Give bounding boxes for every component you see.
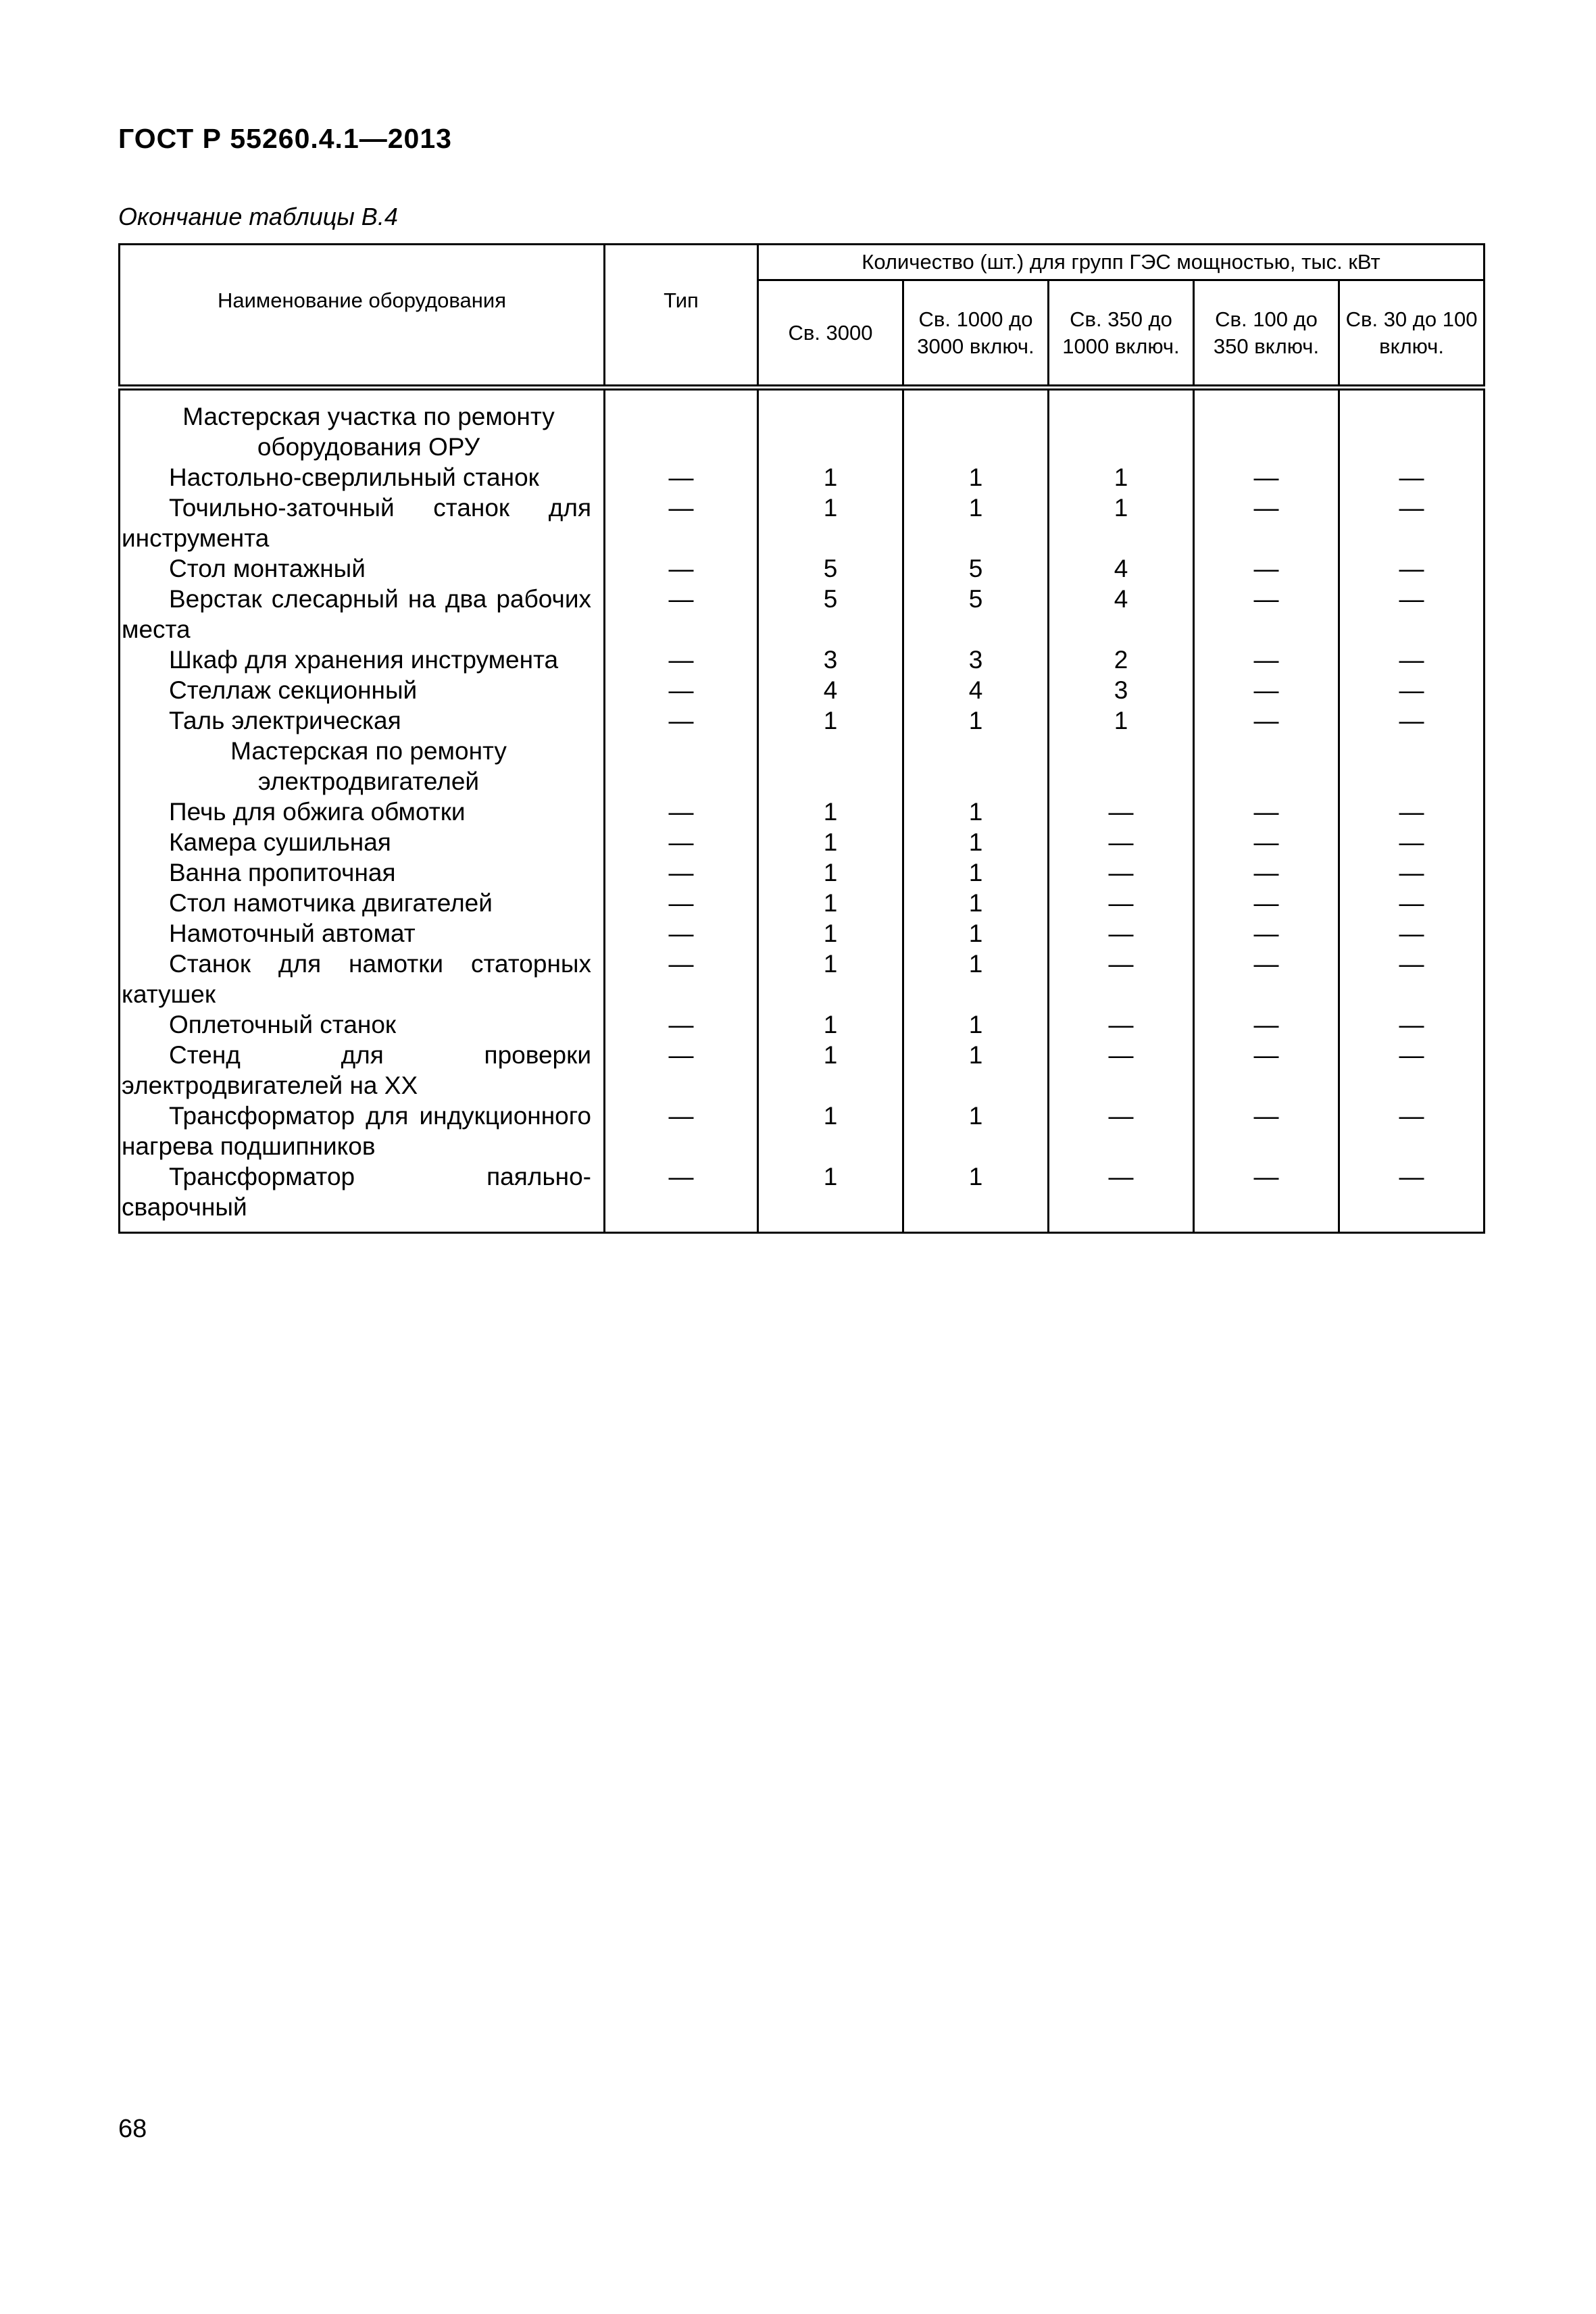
quantity-cell-group-5: — [1339, 584, 1485, 645]
column-header-group-1: Св. 3000 [758, 280, 903, 388]
equipment-name-cell [120, 1101, 605, 1161]
type-cell: — [605, 1040, 758, 1101]
equipment-name-text: Верстак слесарный на два рабочих места [122, 585, 591, 643]
quantity-cell-group-1: 4 [758, 675, 903, 705]
quantity-cell-group-4: — [1194, 1040, 1339, 1101]
quantity-cell-group-1: 1 [758, 705, 903, 736]
equipment-name-cell [120, 1040, 605, 1101]
quantity-cell-group-3: — [1049, 857, 1194, 888]
column-header-name: Наименование оборудования [120, 245, 605, 388]
column-header-group-2: Св. 1000 до 3000 включ. [903, 280, 1049, 388]
quantity-cell-group-5: — [1339, 705, 1485, 736]
type-cell: — [605, 705, 758, 736]
table-row [120, 888, 1485, 918]
type-cell: — [605, 675, 758, 705]
equipment-name-cell [120, 705, 605, 736]
quantity-cell-group-2: 4 [903, 675, 1049, 705]
type-cell: — [605, 462, 758, 493]
equipment-name-text: Трансформатор паяльно-сварочный [122, 1163, 591, 1221]
table-row [120, 1161, 1485, 1233]
quantity-cell-group-5: — [1339, 553, 1485, 584]
quantity-cell-group-1 [758, 736, 903, 797]
quantity-cell-group-4: — [1194, 584, 1339, 645]
quantity-cell-group-3 [1049, 736, 1194, 797]
quantity-cell-group-5: — [1339, 675, 1485, 705]
quantity-cell-group-3 [1049, 388, 1194, 463]
quantity-cell-group-1: 1 [758, 888, 903, 918]
equipment-name-text: Стол монтажный [169, 555, 366, 582]
quantity-cell-group-3: — [1049, 1040, 1194, 1101]
column-header-group-3: Св. 350 до 1000 включ. [1049, 280, 1194, 388]
type-cell: — [605, 645, 758, 675]
equipment-name-text: Ванна пропиточная [169, 859, 396, 886]
type-cell: — [605, 918, 758, 949]
quantity-cell-group-1 [758, 388, 903, 463]
quantity-cell-group-5: — [1339, 1161, 1485, 1233]
quantity-cell-group-4: — [1194, 553, 1339, 584]
quantity-cell-group-3: — [1049, 918, 1194, 949]
table-row [120, 827, 1485, 857]
table-row [120, 1040, 1485, 1101]
equipment-name-text: Настольно-сверлильный станок [169, 463, 539, 491]
equipment-name-cell [120, 493, 605, 553]
table-body [120, 388, 1485, 1233]
section-title-cell: Мастерская по ремонту электродвигателей [120, 736, 605, 797]
table-row [120, 1009, 1485, 1040]
type-cell: — [605, 797, 758, 827]
quantity-cell-group-4: — [1194, 797, 1339, 827]
quantity-cell-group-1: 1 [758, 462, 903, 493]
quantity-cell-group-5 [1339, 388, 1485, 463]
table-row [120, 705, 1485, 736]
quantity-cell-group-4: — [1194, 1161, 1339, 1233]
quantity-cell-group-1: 5 [758, 584, 903, 645]
equipment-name-cell [120, 553, 605, 584]
equipment-name-cell [120, 857, 605, 888]
table-row [120, 1101, 1485, 1161]
equipment-table [118, 243, 1485, 1234]
quantity-cell-group-4: — [1194, 705, 1339, 736]
quantity-cell-group-2: 1 [903, 1161, 1049, 1233]
quantity-cell-group-4: — [1194, 645, 1339, 675]
quantity-cell-group-2: 1 [903, 827, 1049, 857]
equipment-name-cell [120, 675, 605, 705]
equipment-name-cell [120, 797, 605, 827]
quantity-cell-group-5: — [1339, 797, 1485, 827]
quantity-cell-group-3: 3 [1049, 675, 1194, 705]
quantity-cell-group-2: 1 [903, 857, 1049, 888]
quantity-cell-group-4: — [1194, 462, 1339, 493]
quantity-cell-group-5: — [1339, 827, 1485, 857]
table-row [120, 675, 1485, 705]
quantity-cell-group-1: 1 [758, 827, 903, 857]
type-cell [605, 736, 758, 797]
page-number: 68 [118, 2115, 147, 2143]
table-caption: Окончание таблицы В.4 [118, 203, 398, 230]
column-header-group-4: Св. 100 до 350 включ. [1194, 280, 1339, 388]
quantity-cell-group-1: 1 [758, 1161, 903, 1233]
quantity-cell-group-3: 4 [1049, 584, 1194, 645]
document-title: ГОСТ Р 55260.4.1—2013 [118, 123, 452, 154]
type-cell: — [605, 857, 758, 888]
equipment-name-text: Намоточный автомат [169, 920, 416, 947]
equipment-name-cell [120, 827, 605, 857]
quantity-cell-group-2 [903, 388, 1049, 463]
table-row [120, 553, 1485, 584]
quantity-cell-group-3: — [1049, 1009, 1194, 1040]
quantity-cell-group-1: 1 [758, 1009, 903, 1040]
table-row [120, 645, 1485, 675]
equipment-name-text: Станок для намотки статорных катушек [122, 950, 591, 1008]
column-header-type: Тип [605, 245, 758, 388]
equipment-name-text: Камера сушильная [169, 828, 391, 856]
quantity-cell-group-3: — [1049, 1161, 1194, 1233]
equipment-name-cell [120, 1161, 605, 1233]
equipment-name-text: Точильно-заточный станок для инструмента [122, 494, 591, 552]
equipment-name-text: Печь для обжига обмотки [169, 798, 466, 826]
quantity-cell-group-3: — [1049, 797, 1194, 827]
equipment-name-text: Таль электрическая [169, 707, 401, 734]
type-cell: — [605, 1161, 758, 1233]
quantity-cell-group-1: 1 [758, 918, 903, 949]
table-row [120, 493, 1485, 553]
quantity-cell-group-2: 1 [903, 888, 1049, 918]
table-row [120, 949, 1485, 1009]
quantity-cell-group-3: 1 [1049, 493, 1194, 553]
equipment-name-cell [120, 645, 605, 675]
quantity-cell-group-2: 1 [903, 918, 1049, 949]
quantity-cell-group-4: — [1194, 493, 1339, 553]
quantity-cell-group-4: — [1194, 827, 1339, 857]
table-row [120, 584, 1485, 645]
table-row [120, 462, 1485, 493]
equipment-name-cell [120, 949, 605, 1009]
quantity-cell-group-3: 4 [1049, 553, 1194, 584]
quantity-cell-group-2: 5 [903, 584, 1049, 645]
quantity-cell-group-4 [1194, 736, 1339, 797]
type-cell: — [605, 553, 758, 584]
section-row [120, 736, 1485, 797]
type-cell: — [605, 1101, 758, 1161]
quantity-cell-group-2: 1 [903, 949, 1049, 1009]
quantity-cell-group-5: — [1339, 493, 1485, 553]
type-cell: — [605, 1009, 758, 1040]
section-title-cell: Мастерская участка по ремонту оборудования ОРУ [120, 388, 605, 463]
quantity-cell-group-1: 1 [758, 857, 903, 888]
equipment-name-text: Оплеточный станок [169, 1011, 397, 1038]
quantity-cell-group-4: — [1194, 675, 1339, 705]
equipment-name-cell [120, 462, 605, 493]
quantity-cell-group-4: — [1194, 1101, 1339, 1161]
quantity-cell-group-2: 1 [903, 797, 1049, 827]
quantity-cell-group-3: — [1049, 949, 1194, 1009]
quantity-cell-group-1: 1 [758, 1101, 903, 1161]
quantity-cell-group-2: 1 [903, 462, 1049, 493]
quantity-cell-group-3: 1 [1049, 705, 1194, 736]
quantity-cell-group-5: — [1339, 918, 1485, 949]
quantity-cell-group-3: — [1049, 1101, 1194, 1161]
quantity-cell-group-5: — [1339, 888, 1485, 918]
quantity-cell-group-5: — [1339, 645, 1485, 675]
quantity-cell-group-3: — [1049, 888, 1194, 918]
quantity-cell-group-4: — [1194, 949, 1339, 1009]
quantity-cell-group-1: 1 [758, 949, 903, 1009]
column-header-group-5: Св. 30 до 100 включ. [1339, 280, 1485, 388]
quantity-cell-group-2: 1 [903, 1009, 1049, 1040]
section-row [120, 388, 1485, 463]
type-cell: — [605, 949, 758, 1009]
table-row [120, 797, 1485, 827]
equipment-name-text: Трансформатор для индукционного нагрева подшипников [122, 1102, 591, 1160]
quantity-cell-group-2 [903, 736, 1049, 797]
quantity-cell-group-4: — [1194, 1009, 1339, 1040]
quantity-cell-group-5 [1339, 736, 1485, 797]
quantity-cell-group-3: — [1049, 827, 1194, 857]
quantity-cell-group-2: 1 [903, 1040, 1049, 1101]
table-row [120, 857, 1485, 888]
type-cell: — [605, 493, 758, 553]
equipment-name-text: Стенд для проверки электродвигателей на XX [122, 1041, 591, 1099]
equipment-name-cell [120, 888, 605, 918]
quantity-cell-group-5: — [1339, 1009, 1485, 1040]
quantity-cell-group-2: 5 [903, 553, 1049, 584]
type-cell: — [605, 827, 758, 857]
quantity-cell-group-2: 1 [903, 493, 1049, 553]
quantity-cell-group-1: 5 [758, 553, 903, 584]
quantity-cell-group-1: 1 [758, 493, 903, 553]
quantity-cell-group-5: — [1339, 949, 1485, 1009]
quantity-cell-group-4: — [1194, 888, 1339, 918]
quantity-cell-group-5: — [1339, 462, 1485, 493]
equipment-name-text: Шкаф для хранения инструмента [169, 646, 559, 674]
quantity-cell-group-4 [1194, 388, 1339, 463]
quantity-cell-group-3: 1 [1049, 462, 1194, 493]
equipment-name-text: Стеллаж секционный [169, 676, 418, 704]
quantity-cell-group-2: 3 [903, 645, 1049, 675]
type-cell [605, 388, 758, 463]
column-group-header: Количество (шт.) для групп ГЭС мощностью, тыс. кВт [758, 245, 1485, 280]
equipment-name-cell [120, 1009, 605, 1040]
type-cell: — [605, 888, 758, 918]
quantity-cell-group-5: — [1339, 857, 1485, 888]
quantity-cell-group-3: 2 [1049, 645, 1194, 675]
quantity-cell-group-4: — [1194, 857, 1339, 888]
quantity-cell-group-1: 3 [758, 645, 903, 675]
quantity-cell-group-1: 1 [758, 797, 903, 827]
quantity-cell-group-1: 1 [758, 1040, 903, 1101]
equipment-name-cell [120, 584, 605, 645]
quantity-cell-group-2: 1 [903, 1101, 1049, 1161]
type-cell: — [605, 584, 758, 645]
quantity-cell-group-4: — [1194, 918, 1339, 949]
equipment-name-cell [120, 918, 605, 949]
table-row [120, 918, 1485, 949]
quantity-cell-group-5: — [1339, 1101, 1485, 1161]
quantity-cell-group-5: — [1339, 1040, 1485, 1101]
equipment-name-text: Стол намотчика двигателей [169, 889, 493, 917]
quantity-cell-group-2: 1 [903, 705, 1049, 736]
